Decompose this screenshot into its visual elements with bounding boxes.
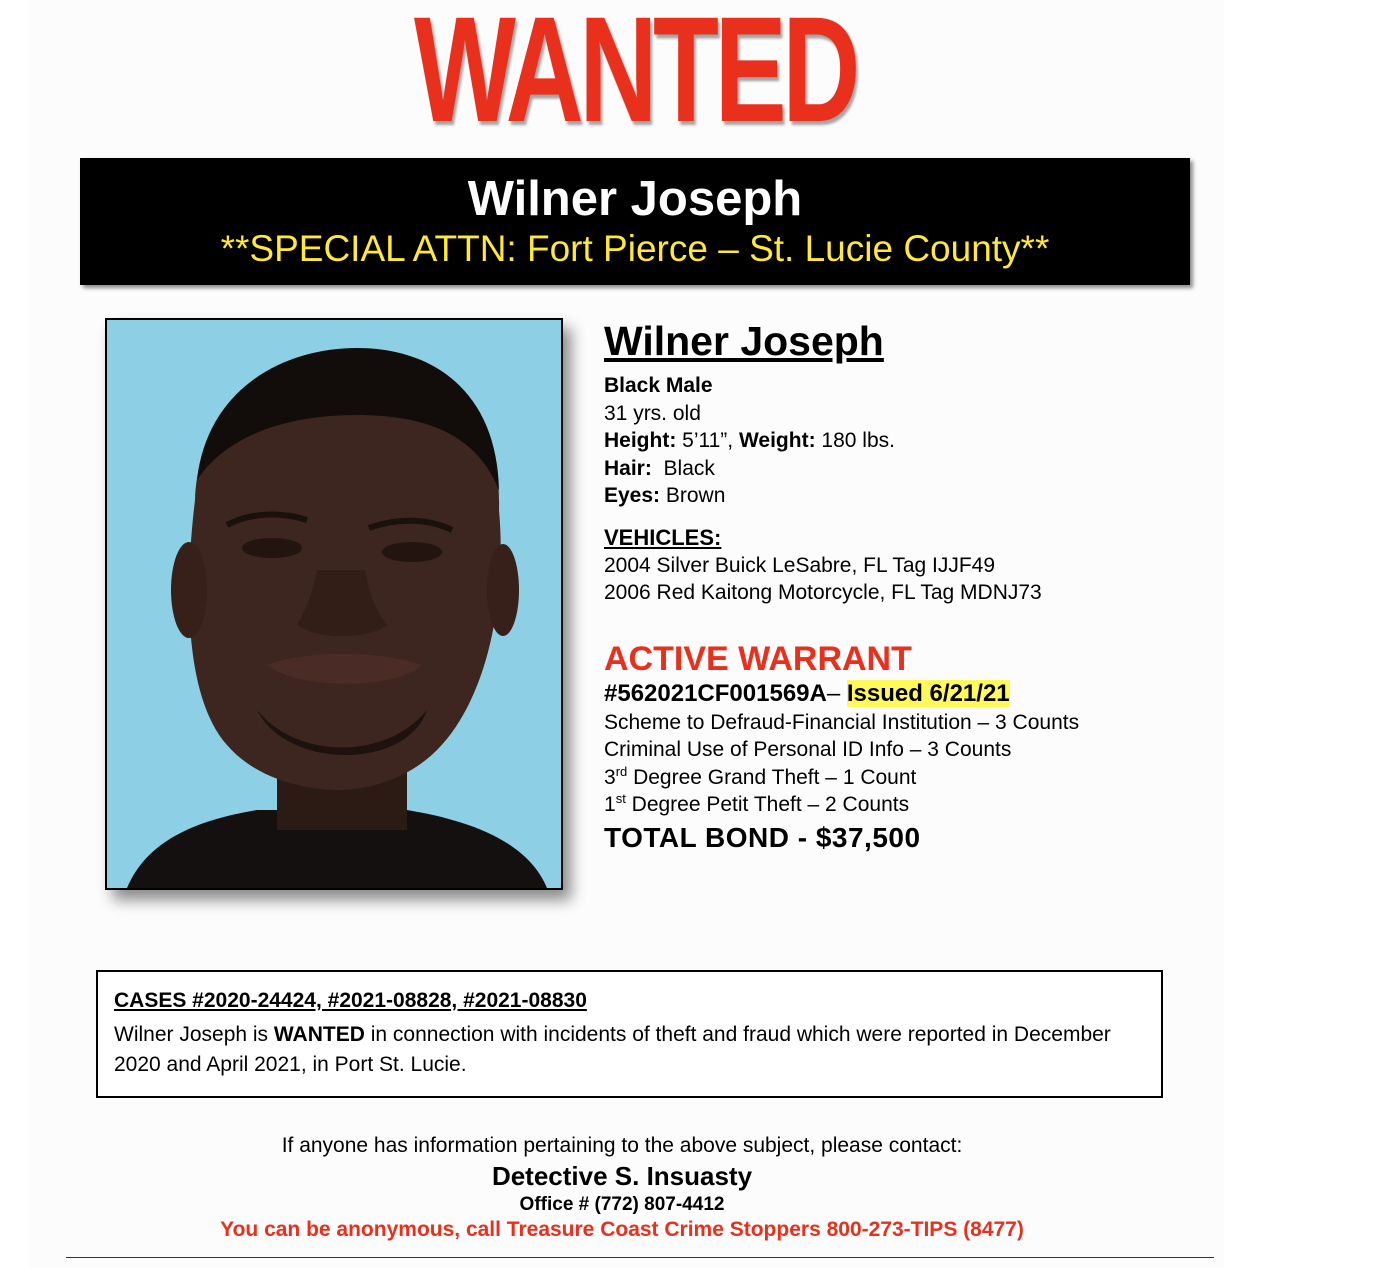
detective-name: Detective S. Insuasty <box>491 1161 753 1191</box>
active-warrant-heading: ACTIVE WARRANT <box>604 639 912 678</box>
vehicle-item: 2006 Red Kaitong Motorcycle, FL Tag MDNJ73 <box>604 581 1042 604</box>
charge-degree-suffix: rd <box>615 763 628 779</box>
charge-item: Scheme to Defraud-Financial Institution – 3 Counts <box>604 710 1080 734</box>
charge-degree-number: 1 <box>604 793 616 816</box>
hair <box>604 455 1204 483</box>
cases-text-start: Wilner Joseph is <box>114 1023 274 1046</box>
eyes-label: Eyes: <box>604 484 661 507</box>
eyes <box>604 482 1204 510</box>
bottom-divider <box>66 1257 1214 1258</box>
charge-item: Criminal Use of Personal ID Info – 3 Counts <box>604 738 1012 761</box>
charge-item <box>604 764 1204 792</box>
subject-info <box>604 318 1204 855</box>
crime-stoppers-line: You can be anonymous, call Treasure Coast Crime Stoppers 800-273-TIPS (8477) <box>220 1218 1024 1241</box>
eyes-value: Brown <box>660 484 726 507</box>
height-weight <box>604 427 1204 455</box>
total-bond: TOTAL BOND - $37,500 <box>604 821 921 853</box>
warrant-number-line <box>604 679 1204 709</box>
wanted-headline: WANTED <box>413 0 857 153</box>
contact-intro: If anyone has information pertaining to the above subject, please contact: <box>281 1134 963 1157</box>
vehicle-item: 2004 Silver Buick LeSabre, FL Tag IJJF49 <box>604 553 996 577</box>
weight-value: 180 lbs. <box>815 429 895 452</box>
issued-date-highlight: Issued 6/21/21 <box>846 679 1010 707</box>
name-banner <box>80 158 1190 285</box>
banner-attention: **SPECIAL ATTN: Fort Pierce – St. Lucie County** <box>220 228 1050 269</box>
cases-text-end: in connection with incidents of theft and fraud which were reported in December 2020 and April 2021, in Port St. Lucie. <box>114 1023 1111 1076</box>
subject-name: Wilner Joseph <box>604 318 884 364</box>
cases-wanted-emphasis: WANTED <box>273 1023 365 1046</box>
charge-description: Degree Petit Theft – 2 Counts <box>625 793 910 816</box>
height-value: 5’11”, <box>676 429 734 452</box>
office-phone: Office # (772) 807-4412 <box>519 1194 725 1215</box>
cases-box <box>96 970 1163 1098</box>
cases-description <box>114 1020 1145 1080</box>
cases-title: CASES #2020-24424, #2021-08828, #2021-08830 <box>114 989 587 1012</box>
height-label: Height: <box>604 429 677 452</box>
race-sex: Black Male <box>604 374 713 397</box>
charge-degree-number: 3 <box>604 765 616 789</box>
charge-item <box>604 791 1204 819</box>
hair-value: Black <box>651 456 715 480</box>
weight-label: Weight: <box>733 429 816 452</box>
vehicles-heading: VEHICLES: <box>604 524 722 550</box>
charge-degree-suffix: st <box>615 791 626 806</box>
charge-description: Degree Grand Theft – 1 Count <box>627 765 917 789</box>
suspect-photo <box>105 318 563 890</box>
hair-label: Hair: <box>604 456 652 480</box>
banner-name: Wilner Joseph <box>467 172 803 226</box>
age: 31 yrs. old <box>604 401 701 425</box>
warrant-dash: – <box>826 679 847 707</box>
warrant-number: #562021CF001569A <box>604 679 827 707</box>
suspect-portrait-image <box>107 320 561 888</box>
